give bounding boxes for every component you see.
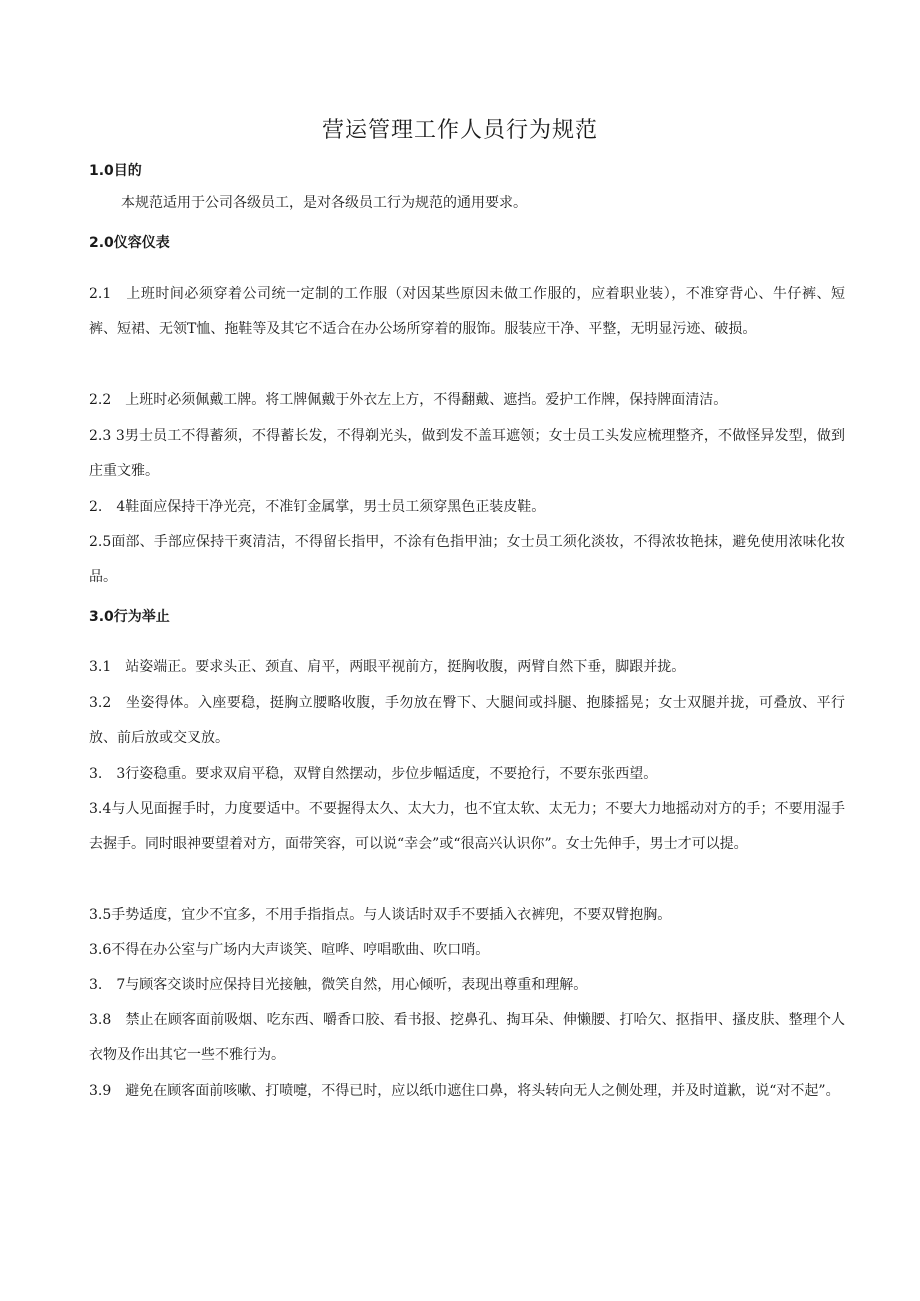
appearance-item-2-4: 2. 4鞋面应保持干净光亮，不准钉金属掌，男士员工须穿黑色正装皮鞋。 [89,499,546,515]
behavior-item-3-8: 3.8 禁止在顾客面前吸烟、吃东西、嚼香口胶、看书报、挖鼻孔、掏耳朵、伸懒腰、打哈欠、抠指甲、搔皮肤、整理个人衣物及作出其它一些不雅行为。 [89,1012,845,1063]
behavior-item-3-6: 3.6不得在办公室与广场内大声谈笑、喧哗、哼唱歌曲、吹口哨。 [89,942,490,958]
appearance-item-2-3: 2.3 3男士员工不得蓄须，不得蓄长发，不得剃光头，做到发不盖耳遮领；女士员工头发应梳理整齐，不做怪异发型，做到庄重文雅。 [89,428,845,479]
purpose-paragraph: 本规范适用于公司各级员工，是对各级员工行为规范的通用要求。 [121,195,527,211]
section-heading-appearance: 2.0仪容仪表 [89,235,170,251]
behavior-item-3-1: 3.1 站姿端正。要求头正、颈直、肩平，两眼平视前方，挺胸收腹，两臂自然下垂，脚跟并拢。 [89,659,686,675]
appearance-item-2-5: 2.5面部、手部应保持干爽清洁，不得留长指甲，不涂有色指甲油；女士员工须化淡妆，不得浓妆艳抹，避免使用浓味化妆品。 [89,534,845,585]
section-heading-purpose: 1.0目的 [89,163,142,179]
behavior-item-3-5: 3.5手势适度，宜少不宜多，不用手指指点。与人谈话时双手不要插入衣裤兜，不要双臂抱胸。 [89,907,672,923]
behavior-item-3-3: 3. 3行姿稳重。要求双肩平稳，双臂自然摆动，步位步幅适度，不要抢行，不要东张西望。 [89,766,658,782]
appearance-item-2-1: 2.1 上班时间必须穿着公司统一定制的工作服（对因某些原因未做工作服的，应着职业装），不准穿背心、牛仔裤、短裤、短裙、无领T恤、拖鞋等及其它不适合在办公场所穿着的服饰。服装应干净、平整，无明显污迹、破损。 [89,286,845,337]
behavior-item-3-4: 3.4与人见面握手时，力度要适中。不要握得太久、太大力，也不宜太软、太无力；不要大力地摇动对方的手；不要用湿手去握手。同时眼神要望着对方，面带笑容，可以说“幸会”或“很高兴认识你”。女士先伸手，男士才可以提。 [89,801,845,852]
behavior-item-3-7: 3. 7与顾客交谈时应保持目光接触，微笑自然，用心倾听，表现出尊重和理解。 [89,977,588,993]
behavior-item-3-2: 3.2 坐姿得体。入座要稳，挺胸立腰略收腹，手勿放在臀下、大腿间或抖腿、抱膝摇晃；女士双腿并拢，可叠放、平行放、前后放或交叉放。 [89,695,845,746]
behavior-item-3-9: 3.9 避免在顾客面前咳嗽、打喷嚏，不得已时，应以纸巾遮住口鼻，将头转向无人之侧处理，并及时道歉，说“对不起”。 [89,1083,840,1099]
appearance-item-2-2: 2.2 上班时必须佩戴工牌。将工牌佩戴于外衣左上方，不得翻戴、遮挡。爱护工作牌，保持牌面清洁。 [89,392,728,408]
section-heading-behavior: 3.0行为举止 [89,609,170,625]
document-title: 营运管理工作人员行为规范 [321,118,598,143]
